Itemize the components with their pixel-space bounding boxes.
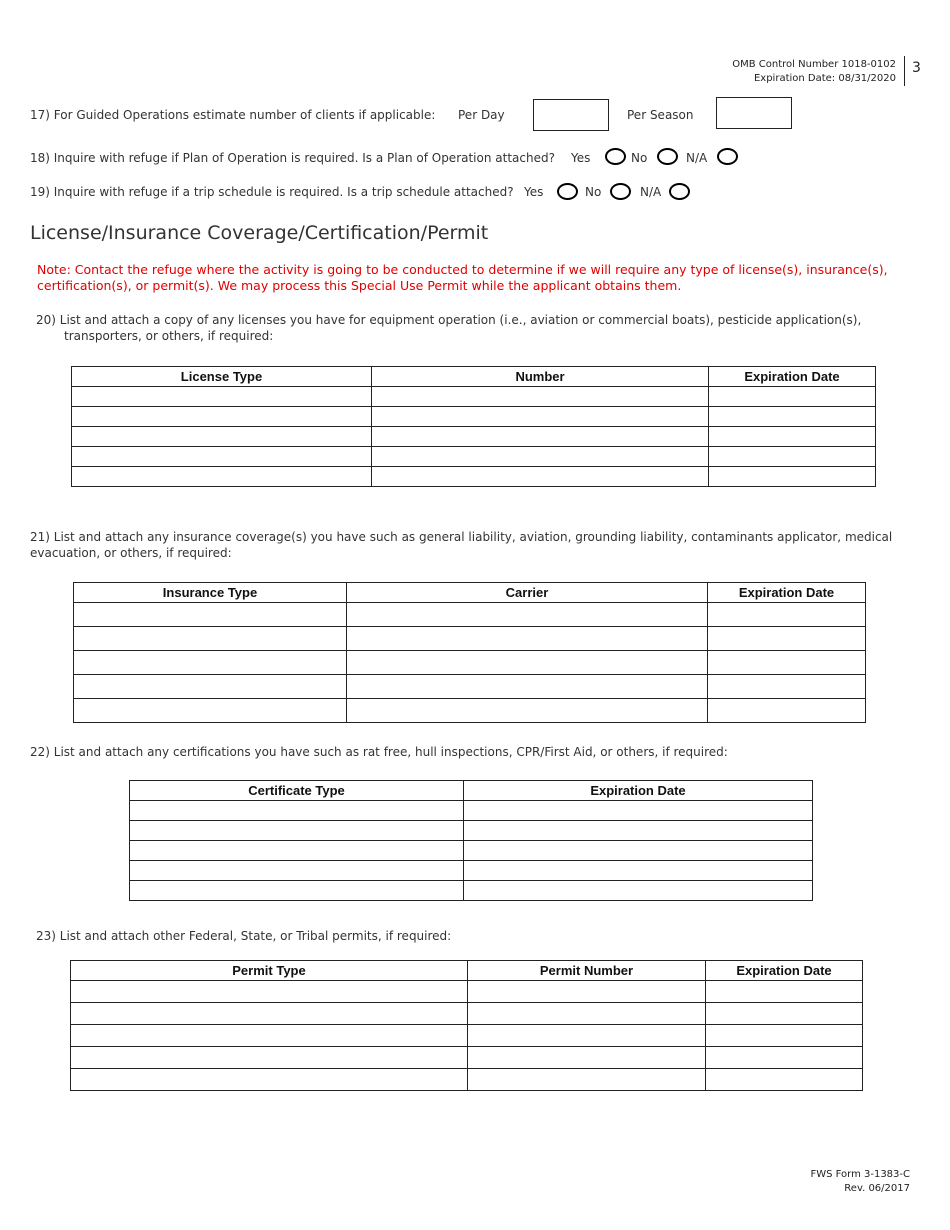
table-row [72, 427, 876, 447]
table-cell[interactable] [468, 1025, 706, 1047]
certificate-type-header: Certificate Type [130, 781, 464, 801]
table-cell[interactable] [74, 651, 347, 675]
table-cell[interactable] [71, 1069, 468, 1091]
permit-type-header: Permit Type [71, 961, 468, 981]
q17-per-season-label: Per Season [627, 108, 694, 122]
table-row [74, 699, 866, 723]
permit-table [70, 960, 863, 1091]
table-cell[interactable] [72, 407, 372, 427]
table-cell[interactable] [71, 1047, 468, 1069]
q18-yes-radio[interactable] [605, 148, 626, 165]
table-cell[interactable] [130, 841, 464, 861]
table-cell[interactable] [130, 801, 464, 821]
table-cell[interactable] [72, 427, 372, 447]
table-cell[interactable] [372, 387, 709, 407]
page-number: 3 [912, 60, 921, 76]
table-cell[interactable] [709, 387, 876, 407]
insurance-table [73, 582, 866, 723]
table-cell[interactable] [464, 881, 813, 901]
table-cell[interactable] [72, 387, 372, 407]
table-row [71, 1047, 863, 1069]
license-table [71, 366, 876, 487]
q19-na-label: N/A [640, 185, 662, 199]
q19-no-radio[interactable] [610, 183, 631, 200]
omb-control-number: OMB Control Number 1018-0102 [732, 59, 896, 70]
table-cell[interactable] [468, 1047, 706, 1069]
table-cell[interactable] [464, 821, 813, 841]
q19-yes-radio[interactable] [557, 183, 578, 200]
q22-label: 22) List and attach any certifications you have such as rat free, hull inspections, CPR/First Aid, or others, if required: [30, 745, 728, 759]
form-revision: Rev. 06/2017 [844, 1183, 910, 1194]
table-cell[interactable] [372, 447, 709, 467]
table-cell[interactable] [708, 675, 866, 699]
table-row [74, 675, 866, 699]
table-cell[interactable] [347, 651, 708, 675]
table-header-row [71, 961, 863, 981]
table-cell[interactable] [708, 699, 866, 723]
q18-no-label: No [631, 151, 648, 165]
table-cell[interactable] [709, 467, 876, 487]
table-cell[interactable] [464, 841, 813, 861]
table-cell[interactable] [706, 1047, 863, 1069]
insurance-type-header: Insurance Type [74, 583, 347, 603]
table-row [72, 387, 876, 407]
table-cell[interactable] [706, 981, 863, 1003]
table-cell[interactable] [468, 981, 706, 1003]
table-row [71, 1025, 863, 1047]
table-cell[interactable] [130, 861, 464, 881]
permit-number-header: Permit Number [468, 961, 706, 981]
table-row [72, 467, 876, 487]
table-cell[interactable] [709, 407, 876, 427]
table-cell[interactable] [468, 1069, 706, 1091]
table-row [71, 1069, 863, 1091]
table-cell[interactable] [74, 603, 347, 627]
section-note: Note: Contact the refuge where the activity is going to be conducted to determine if we will require any type of license(s), insurance(s), certification(s), or permit(s). We may process this Special Use Permit while the applicant obtains them. [37, 262, 888, 293]
table-cell[interactable] [372, 467, 709, 487]
q17-per-day-label: Per Day [458, 108, 505, 122]
insurance-carrier-header: Carrier [347, 583, 708, 603]
per-season-input[interactable] [716, 97, 792, 129]
table-header-row [72, 367, 876, 387]
table-cell[interactable] [706, 1069, 863, 1091]
q18-yes-label: Yes [571, 151, 591, 165]
q19-no-label: No [585, 185, 602, 199]
table-row [130, 821, 813, 841]
table-cell[interactable] [72, 467, 372, 487]
table-cell[interactable] [706, 1025, 863, 1047]
insurance-expiration-header: Expiration Date [708, 583, 866, 603]
license-type-header: License Type [72, 367, 372, 387]
table-cell[interactable] [372, 427, 709, 447]
table-row [74, 651, 866, 675]
table-row [72, 447, 876, 467]
page-number-divider [904, 56, 905, 86]
form-number: FWS Form 3-1383-C [810, 1169, 910, 1180]
table-header-row [74, 583, 866, 603]
table-row [72, 407, 876, 427]
table-cell[interactable] [709, 447, 876, 467]
table-row [74, 627, 866, 651]
table-cell[interactable] [372, 407, 709, 427]
q18-label: 18) Inquire with refuge if Plan of Operation is required. Is a Plan of Operation attached? [30, 151, 555, 165]
table-cell[interactable] [464, 861, 813, 881]
table-row [130, 881, 813, 901]
table-cell[interactable] [347, 603, 708, 627]
q21-label: 21) List and attach any insurance coverage(s) you have such as general liability, aviation, grounding liability, contaminants applicator, medical evacuation, or others, if required: [30, 530, 893, 560]
form-footer [810, 1168, 910, 1196]
q19-label: 19) Inquire with refuge if a trip schedule is required. Is a trip schedule attached? [30, 185, 514, 199]
permit-expiration-header: Expiration Date [706, 961, 863, 981]
omb-expiration-date: Expiration Date: 08/31/2020 [753, 73, 896, 84]
table-cell[interactable] [74, 627, 347, 651]
table-cell[interactable] [464, 801, 813, 821]
table-cell[interactable] [708, 627, 866, 651]
certificate-table [129, 780, 813, 901]
table-cell[interactable] [468, 1003, 706, 1025]
table-cell[interactable] [71, 1025, 468, 1047]
table-row [130, 841, 813, 861]
q23-label: 23) List and attach other Federal, State, or Tribal permits, if required: [36, 929, 452, 943]
table-header-row [130, 781, 813, 801]
table-cell[interactable] [347, 675, 708, 699]
table-cell[interactable] [347, 699, 708, 723]
table-row [74, 603, 866, 627]
q19-na-radio[interactable] [669, 183, 690, 200]
table-cell[interactable] [71, 1003, 468, 1025]
table-cell[interactable] [74, 699, 347, 723]
q20-label: 20) List and attach a copy of any licenses you have for equipment operation (i.e., aviation or commercial boats), pesticide application(s), [36, 313, 862, 327]
table-cell[interactable] [71, 981, 468, 1003]
table-cell[interactable] [347, 627, 708, 651]
q18-na-label: N/A [686, 151, 708, 165]
table-cell[interactable] [708, 603, 866, 627]
table-cell[interactable] [709, 427, 876, 447]
table-cell[interactable] [130, 881, 464, 901]
table-cell[interactable] [130, 821, 464, 841]
license-number-header: Number [372, 367, 709, 387]
table-row [130, 801, 813, 821]
q18-na-radio[interactable] [717, 148, 738, 165]
table-cell[interactable] [706, 1003, 863, 1025]
q19-yes-label: Yes [524, 185, 544, 199]
table-row [130, 861, 813, 881]
q17-label: 17) For Guided Operations estimate number of clients if applicable: [30, 108, 436, 122]
table-cell[interactable] [74, 675, 347, 699]
certificate-expiration-header: Expiration Date [464, 781, 813, 801]
table-row [71, 981, 863, 1003]
table-cell[interactable] [72, 447, 372, 467]
q18-no-radio[interactable] [657, 148, 678, 165]
per-day-input[interactable] [533, 99, 609, 131]
q20-label-continued: transporters, or others, if required: [64, 329, 274, 343]
section-title: License/Insurance Coverage/Certification/Permit [30, 222, 489, 244]
table-row [71, 1003, 863, 1025]
omb-block [732, 58, 896, 86]
table-cell[interactable] [708, 651, 866, 675]
license-expiration-header: Expiration Date [709, 367, 876, 387]
